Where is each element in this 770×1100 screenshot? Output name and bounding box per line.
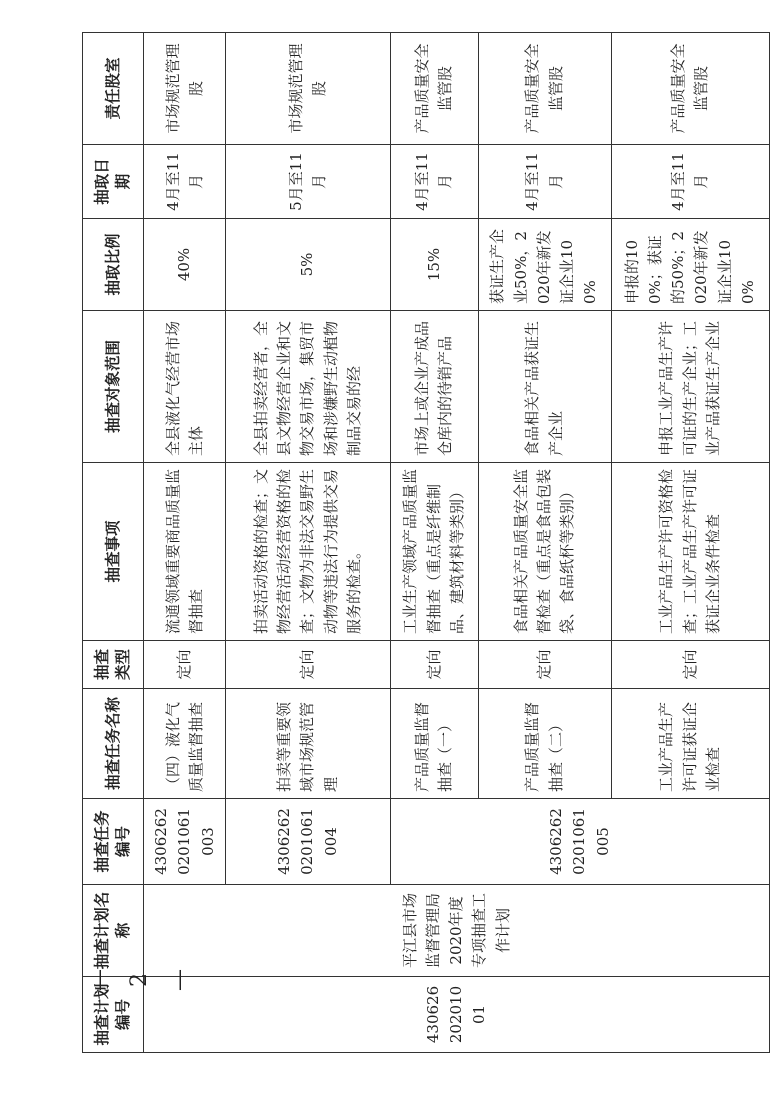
dept-cell: 市场规范管理股 <box>144 33 226 145</box>
items-cell: 食品相关产品质量安全监督检查（重点是食品包装袋、食品纸杯等类别） <box>478 463 611 641</box>
ratio-cell: 15% <box>390 219 478 311</box>
rotated-table-wrapper <box>82 33 770 1053</box>
items-cell: 流通领域重要商品质量监督抽查 <box>144 463 226 641</box>
header-plan-no: 抽查计划编号 <box>83 977 144 1053</box>
header-plan-name: 抽查计划名称 <box>83 885 144 977</box>
dept-cell: 产品质量安全监管股 <box>390 33 478 145</box>
ratio-cell: 5% <box>226 219 390 311</box>
task-name-cell: 产品质量监督抽查（一） <box>390 689 478 799</box>
plan-no-cell: 43062620201001 <box>144 977 770 1053</box>
header-dept: 责任股室 <box>83 33 144 145</box>
header-ratio: 抽取比例 <box>83 219 144 311</box>
ratio-cell: 获证生产企业50%，2020年新发证企业100% <box>478 219 611 311</box>
page-number: — 2 — <box>87 969 192 991</box>
type-cell: 定向 <box>390 641 478 689</box>
type-cell: 定向 <box>478 641 611 689</box>
task-name-cell: （四）液化气质量监督抽查 <box>144 689 226 799</box>
items-cell: 工业生产领域产品质量监督抽查（重点是纤维制品、建筑材料等类别） <box>390 463 478 641</box>
scope-cell: 食品相关产品获证生产企业 <box>478 311 611 463</box>
type-cell: 定向 <box>226 641 390 689</box>
task-no-cell: 43062620201061005 <box>390 799 769 885</box>
scope-cell: 申报工业产品生产许可证的生产企业；工业产品获证生产企业 <box>611 311 769 463</box>
inspection-plan-table <box>82 32 770 1053</box>
header-date: 抽取日期 <box>83 145 144 219</box>
header-items: 抽查事项 <box>83 463 144 641</box>
header-row <box>83 33 144 1053</box>
dept-cell: 市场规范管理股 <box>226 33 390 145</box>
task-name-cell: 产品质量监督抽查（二） <box>478 689 611 799</box>
header-type: 抽查类型 <box>83 641 144 689</box>
date-cell: 4月至11月 <box>144 145 226 219</box>
dept-cell: 产品质量安全监管股 <box>478 33 611 145</box>
date-cell: 4月至11月 <box>611 145 769 219</box>
type-cell: 定向 <box>144 641 226 689</box>
header-scope: 抽查对象范围 <box>83 311 144 463</box>
page-number-wrapper <box>80 960 192 1000</box>
header-task-no: 抽查任务编号 <box>83 799 144 885</box>
dept-cell: 产品质量安全监管股 <box>611 33 769 145</box>
type-cell: 定向 <box>611 641 769 689</box>
date-cell: 5月至11月 <box>226 145 390 219</box>
scope-cell: 市场上或企业产成品仓库内的待销产品 <box>390 311 478 463</box>
ratio-cell: 40% <box>144 219 226 311</box>
plan-name-cell: 平江县市场监督管理局2020年度专项抽查工作计划 <box>144 885 770 977</box>
items-cell: 拍卖活动资格的检查；文物经营活动经营资格的检查；文物为非法交易野生动物等违法行为提供交易服务的检查。 <box>226 463 390 641</box>
date-cell: 4月至11月 <box>478 145 611 219</box>
scope-cell: 全县拍卖经营者，全县文物经营企业和文物交易市场，集贸市场和涉嫌野生动植物制品交易的经 <box>226 311 390 463</box>
items-cell: 工业产品生产许可资格检查；工业产品生产许可证获证企业条件检查 <box>611 463 769 641</box>
task-name-cell: 工业产品生产许可证获证企业检查 <box>611 689 769 799</box>
scope-cell: 全县液化气经营市场主体 <box>144 311 226 463</box>
table-row <box>144 33 226 1053</box>
task-no-cell: 43062620201061003 <box>144 799 226 885</box>
date-cell: 4月至11月 <box>390 145 478 219</box>
ratio-cell: 申报的100%；获证的50%；2020年新发证企业100% <box>611 219 769 311</box>
task-no-cell: 43062620201061004 <box>226 799 390 885</box>
task-name-cell: 拍卖等重要领域市场规范管理 <box>226 689 390 799</box>
header-task-name: 抽查任务名称 <box>83 689 144 799</box>
